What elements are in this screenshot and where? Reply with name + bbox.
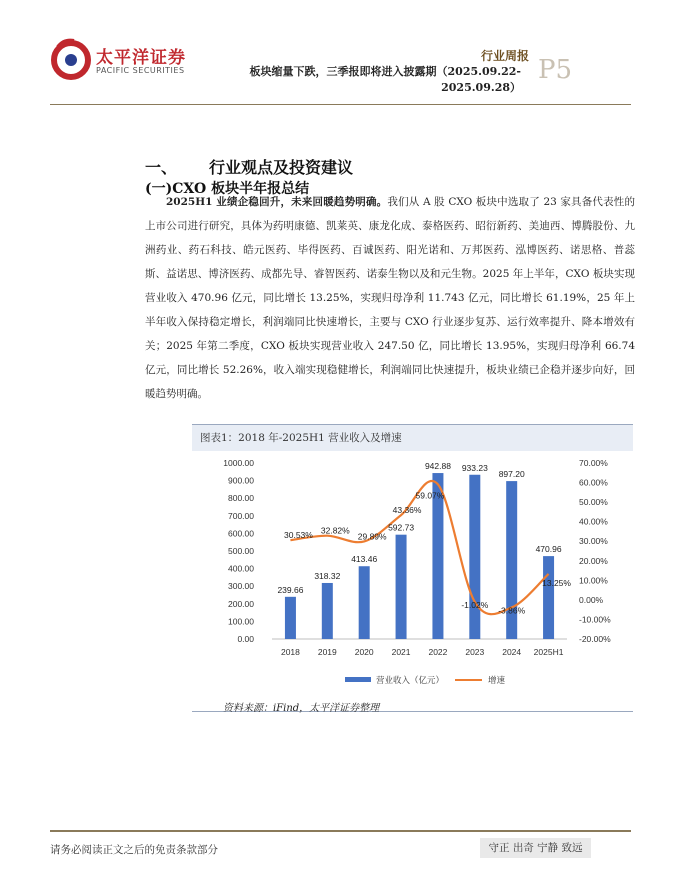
- growth-data-label: -3.86%: [498, 605, 526, 616]
- revenue-data-label: 239.66: [277, 584, 304, 595]
- right-axis-tick-label: 20.00%: [579, 555, 608, 566]
- footer-motto: 守正 出奇 宁静 致远: [480, 838, 591, 858]
- legend-bar-label: 营业收入（亿元）: [376, 675, 445, 685]
- paragraph-body: 我们从 A 股 CXO 板块中选取了 23 家具备代表性的上市公司进行研究，具体为药明康德、凯莱英、康龙化成、泰格医药、昭衍新药、美迪西、博腾股份、九洲药业、药石科技、皓元医药、毕得医药、百诚医药、阳光诺和、万邦医药、泓博医药、诺思格、普蕊斯、益诺思、博济医药、成都先导、睿智医药、诺泰生物以及和元生物。2025 年上半年，CXO 板块实现营业收入 470.96 亿元，同比增长 13.25%，实现归母净利 11.743 亿元，同比增长 61.19%，25 年上半年收入保持稳定增长，利润端同比快速增长，主要与 CXO 行业逐步复苏、运行效率提升、降本增效有关；2025 年第二季度，CXO 板块实现营业收入 247.50 亿，同比增长 13.95%，实现归母净利 66.74 亿元，同比增长 52.26%，收入端实现稳健增长，利润端同比快速提升，板块业绩已企稳并逐步向好，回暖趋势明确。: [145, 196, 635, 400]
- right-axis-tick-label: 0.00%: [579, 594, 604, 605]
- left-axis-tick-label: 0.00: [237, 634, 254, 644]
- left-axis-tick-label: 200.00: [228, 598, 254, 609]
- right-axis-tick-label: 40.00%: [579, 516, 608, 527]
- right-axis-tick-label: -10.00%: [579, 614, 611, 625]
- category-label: 2022: [428, 647, 448, 657]
- figure-source: 资料来源：iFind，太平洋证券整理: [223, 703, 380, 714]
- logo-chinese-name: 太平洋证券: [96, 48, 186, 68]
- left-axis-tick-label: 700.00: [228, 510, 254, 521]
- subsection-heading: (一)CXO 板块半年报总结: [145, 181, 310, 197]
- revenue-data-label: 897.20: [498, 469, 525, 480]
- legend-line-label: 增速: [488, 675, 506, 685]
- left-axis-tick-label: 500.00: [228, 546, 254, 556]
- revenue-data-label: 413.46: [351, 554, 378, 565]
- category-label: 2023: [465, 647, 485, 657]
- growth-data-label: 29.89%: [357, 531, 387, 542]
- revenue-bar: [285, 597, 296, 639]
- right-axis-tick-label: 60.00%: [579, 477, 608, 488]
- growth-data-label: 32.82%: [320, 525, 350, 536]
- revenue-growth-chart: [192, 453, 633, 708]
- figure-title: 图表1：2018 年-2025H1 营业收入及增速: [192, 425, 633, 451]
- section-heading: [145, 155, 353, 178]
- right-axis-tick-label: 10.00%: [579, 575, 608, 586]
- left-axis-tick-label: 600.00: [228, 528, 254, 539]
- section-number: 一、: [145, 158, 178, 177]
- header-divider: [50, 104, 631, 105]
- category-label: 2025H1: [533, 647, 564, 657]
- logo-english-name: PACIFIC SECURITIES: [96, 66, 185, 75]
- revenue-bar: [469, 475, 480, 639]
- revenue-data-label: 933.23: [461, 462, 488, 473]
- figure-revenue-growth: [192, 424, 633, 712]
- right-axis-tick-label: -20.00%: [579, 634, 611, 644]
- pacific-logo-icon: [50, 37, 92, 81]
- left-axis-tick-label: 900.00: [228, 475, 254, 486]
- revenue-data-label: 592.73: [388, 522, 415, 533]
- growth-data-label: -1.02%: [461, 599, 489, 610]
- right-axis-tick-label: 70.00%: [579, 458, 608, 468]
- summary-paragraph: [145, 190, 635, 406]
- revenue-data-label: 470.96: [535, 544, 562, 555]
- growth-data-label: 30.53%: [284, 530, 313, 541]
- growth-data-label: 59.07%: [415, 490, 445, 501]
- category-label: 2021: [391, 647, 411, 657]
- report-title: 板块缩量下跌，三季报即将进入披露期（2025.09.22-2025.09.28）: [249, 65, 521, 94]
- report-type: 行业周报: [480, 49, 529, 63]
- legend-bar-swatch: [345, 677, 371, 682]
- revenue-bar: [322, 583, 333, 639]
- left-axis-tick-label: 300.00: [228, 581, 254, 592]
- category-label: 2018: [280, 647, 300, 657]
- growth-data-label: 13.25%: [542, 577, 571, 588]
- left-axis-tick-label: 800.00: [228, 493, 254, 504]
- right-axis-tick-label: 30.00%: [579, 536, 608, 547]
- category-label: 2020: [354, 647, 374, 657]
- right-axis-tick-label: 50.00%: [579, 497, 608, 508]
- left-axis-tick-label: 400.00: [228, 563, 254, 574]
- footer-disclaimer: 请务必阅读正文之后的免责条款部分: [50, 844, 218, 856]
- revenue-bar: [543, 556, 554, 639]
- growth-data-label: 43.36%: [392, 505, 422, 516]
- footer-divider: [50, 830, 631, 832]
- section-title: 行业观点及投资建议: [209, 158, 354, 177]
- revenue-data-label: 318.32: [314, 570, 341, 581]
- paragraph-lead: 2025H1 业绩企稳回升，未来回暖趋势明确。: [166, 196, 388, 208]
- category-label: 2024: [502, 647, 522, 657]
- revenue-bar: [396, 535, 407, 639]
- revenue-bar: [359, 566, 370, 639]
- category-label: 2019: [317, 647, 337, 657]
- left-axis-tick-label: 1000.00: [223, 458, 254, 468]
- revenue-data-label: 942.88: [424, 461, 451, 472]
- left-axis-tick-label: 100.00: [228, 616, 254, 627]
- company-logo: [50, 37, 186, 83]
- page-number: P5: [538, 55, 573, 85]
